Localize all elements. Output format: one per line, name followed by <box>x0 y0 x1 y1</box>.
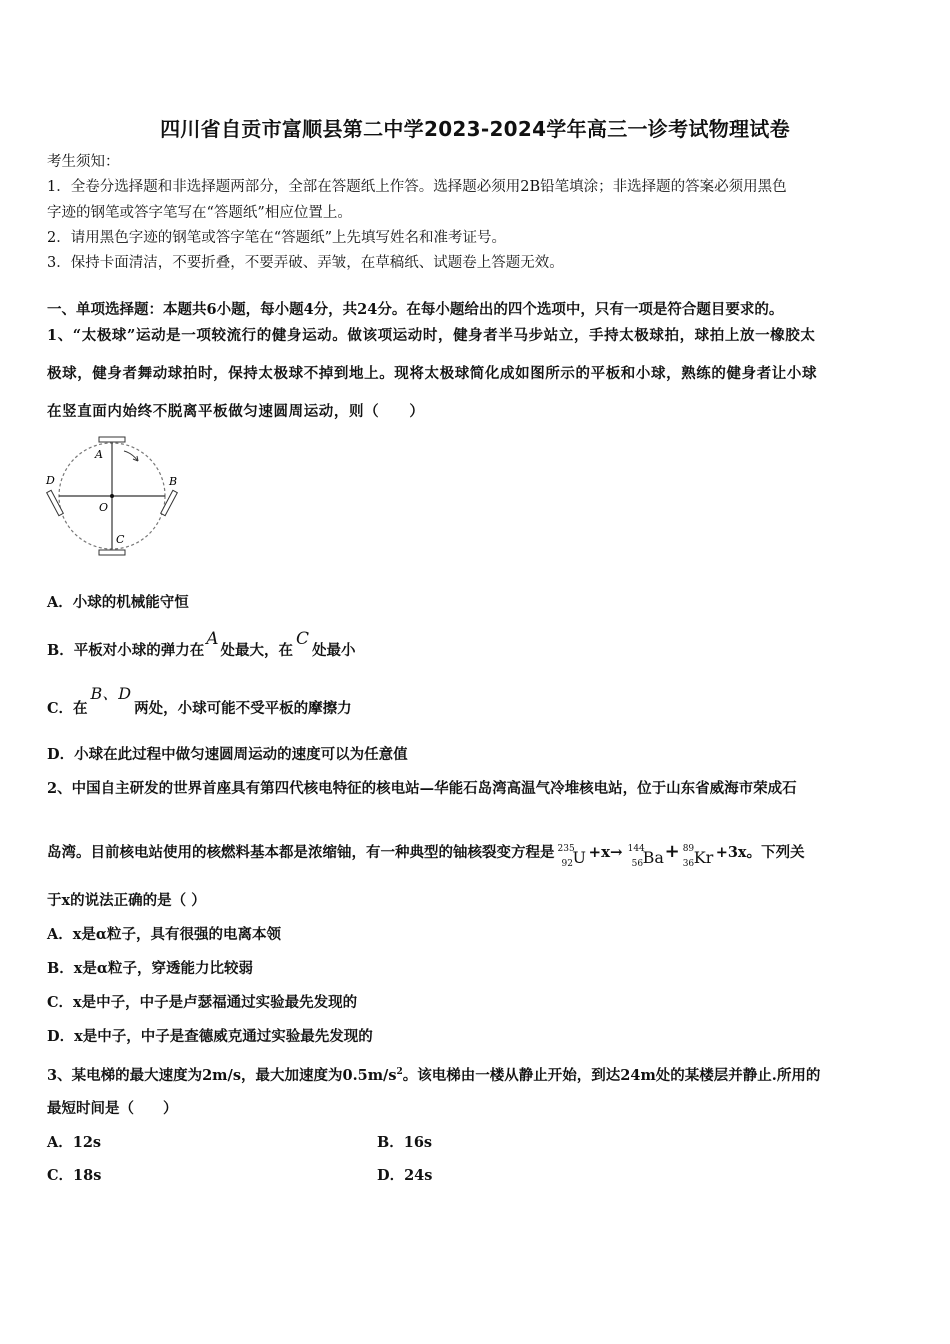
q2-option-c: C．x是中子，中子是卢瑟福通过实验最先发现的 <box>47 994 358 1011</box>
symbol-bd: B、D <box>90 684 132 703</box>
q3-option-a: A．12s <box>47 1134 102 1151</box>
q3-option-d: D．24s <box>377 1167 433 1184</box>
q2-line-2-pre: 岛湾。目前核电站使用的核燃料基本都是浓缩铀，有一种典型的铀核裂变方程是 <box>47 844 555 861</box>
paddle-bottom <box>99 550 125 555</box>
label-d: D <box>46 474 55 487</box>
notice-item-1: 1．全卷分选择题和非选择题两部分，全部在答题纸上作答。选择题必须用2B铅笔填涂；非选择题的答案必须用黑色 <box>47 179 787 195</box>
paddle-left <box>47 490 64 515</box>
q1-option-b <box>47 629 356 660</box>
q2-line-3: 于x的说法正确的是（ ） <box>47 892 206 909</box>
q2-option-b: B．x是α粒子，穿透能力比较弱 <box>47 960 254 977</box>
q3-option-c: C．18s <box>47 1167 102 1184</box>
q2-option-d: D．x是中子，中子是查德威克通过实验最先发现的 <box>47 1028 373 1045</box>
q3-line-2: 最短时间是（ ） <box>47 1100 178 1117</box>
q2-line-1: 2、中国自主研发的世界首座具有第四代核电特征的核电站—华能石岛湾高温气冷堆核电站，位于山东省威海市荣成石 <box>47 780 797 797</box>
section-heading: 一、单项选择题：本题共6小题，每小题4分，共24分。在每小题给出的四个选项中，只有一项是符合题目要求的。 <box>47 301 784 318</box>
q3-superscript: 2 <box>396 1067 403 1077</box>
notice-item-3: 3．保持卡面清洁，不要折叠，不要弄破、弄皱，在草稿纸、试题卷上答题无效。 <box>47 255 564 271</box>
q1-option-b-mid: 处最大，在 <box>220 642 294 659</box>
label-c: C <box>116 533 125 546</box>
q1-line-3: 在竖直面内始终不脱离平板做匀速圆周运动，则（ ） <box>47 403 425 420</box>
center-point <box>110 494 114 498</box>
q1-figure <box>40 433 190 563</box>
q2-option-a: A．x是α粒子，具有很强的电离本领 <box>47 926 282 943</box>
q1-option-c <box>47 684 352 718</box>
q3-line-1-post: 。该电梯由一楼从静止开始，到达24m处的某楼层并静止.所用的 <box>402 1066 821 1084</box>
rotation-arrow <box>124 451 138 461</box>
q1-option-b-post: 处最小 <box>312 642 356 659</box>
q1-line-2: 极球，健身者舞动球拍时，保持太极球不掉到地上。现将太极球简化成如图所示的平板和小球，熟练的健身者让小球 <box>47 365 818 382</box>
q1-option-b-pre: B．平板对小球的弹力在 <box>47 642 205 659</box>
paddle-right <box>161 490 178 515</box>
q2-line-2: 岛湾。目前核电站使用的核燃料基本都是浓缩铀，有一种典型的铀核裂变方程是 235 92 U +x→ 144 56 Ba + 89 36 Kr +3x。下列关 <box>47 841 805 869</box>
exam-title: 四川省自贡市富顺县第二中学2023-2024学年高三一诊考试物理试卷 <box>160 117 790 141</box>
q1-option-c-pre: C．在 <box>47 700 88 717</box>
q3-line-1-pre: 3、某电梯的最大速度为2m/s，最大加速度为0.5m/s <box>47 1066 397 1084</box>
label-o: O <box>99 501 109 514</box>
q3-line-1 <box>47 1063 820 1085</box>
q1-option-a: A．小球的机械能守恒 <box>47 594 189 611</box>
plus-x-arrow: +x→ <box>588 843 623 861</box>
notice-item-1-cont: 字迹的钢笔或答字笔写在“答题纸”相应位置上。 <box>47 205 352 221</box>
notice-heading: 考生须知： <box>47 154 120 170</box>
q2-line-2-post: +3x。下列关 <box>715 844 805 861</box>
symbol-a: A <box>206 629 219 649</box>
label-a: A <box>95 448 103 461</box>
q3-option-b: B．16s <box>377 1134 433 1151</box>
plus-sign: + <box>664 841 680 862</box>
paddle-top <box>99 437 125 442</box>
q1-line-1: 1、“太极球”运动是一项较流行的健身运动。做该项运动时，健身者半马步站立，手持太极球拍，球拍上放一橡胶太 <box>47 327 816 344</box>
q1-option-d: D．小球在此过程中做匀速圆周运动的速度可以为任意值 <box>47 746 408 763</box>
q1-option-c-post: 两处，小球可能不受平板的摩擦力 <box>134 700 352 717</box>
notice-item-2: 2．请用黑色字迹的钢笔或答字笔在“答题纸”上先填写姓名和准考证号。 <box>47 230 507 246</box>
symbol-c: C <box>296 629 310 649</box>
label-b: B <box>169 475 178 488</box>
